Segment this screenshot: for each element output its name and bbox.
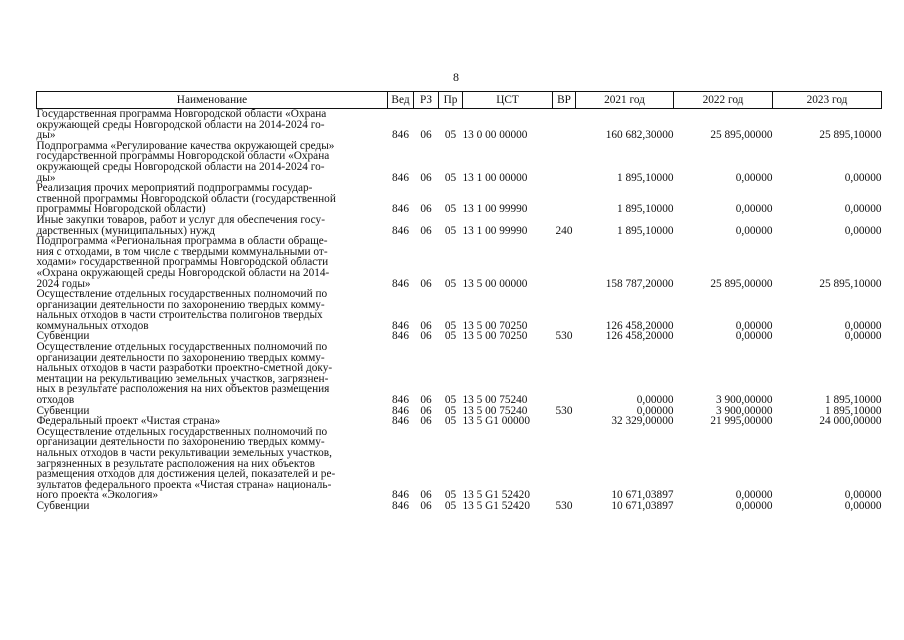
row-2023: 0,00000: [844, 203, 882, 216]
header-2021: 2021 год: [576, 92, 674, 109]
row-ved: 846: [392, 499, 409, 512]
row-2022: 0,00000: [735, 203, 773, 216]
header-name: Наименование: [37, 92, 388, 109]
row-name-line: программы Новгородской области): [36, 203, 206, 216]
table-row: [37, 236, 882, 289]
row-rz: 06: [420, 171, 432, 184]
row-vr: [553, 427, 576, 501]
row-name-line: коммунальных отходов: [36, 319, 149, 332]
row-name: [37, 342, 388, 406]
row-vr: [553, 416, 576, 427]
row-ved: 846: [392, 415, 409, 428]
table-header-row: [37, 92, 882, 109]
row-cst: 13 5 00 70250: [462, 330, 528, 343]
row-ved: 846: [392, 489, 409, 502]
row-name-line: размещения отходов для достижения целей, показателей и ре-: [36, 468, 336, 481]
row-rz: 06: [420, 203, 432, 216]
row-vr: [553, 236, 576, 289]
row-rz: 06: [420, 224, 432, 237]
row-vr: 530: [555, 404, 573, 417]
row-ved: 846: [392, 330, 409, 343]
row-ved: 846: [392, 404, 409, 417]
row-2022: 0,00000: [735, 489, 773, 502]
row-pr: 05: [444, 394, 457, 407]
row-pr: 05: [444, 224, 457, 237]
row-vr: 240: [555, 224, 573, 237]
row-name-line: ходами» государственной программы Новгородской области: [36, 256, 329, 269]
row-2022: 3 900,00000: [716, 394, 773, 407]
row-2021: 10 671,03897: [611, 489, 674, 502]
header-pr: Пр: [439, 92, 463, 109]
row-2023: 25 895,10000: [819, 129, 882, 142]
row-name: [37, 183, 388, 215]
row-name-line: Субвенции: [36, 499, 90, 512]
row-vr: [553, 183, 576, 215]
table-row: [37, 141, 882, 183]
table-row: [37, 427, 882, 501]
budget-table: [36, 91, 882, 512]
row-2021: 1 895,10000: [617, 171, 674, 184]
row-cst: 13 1 00 99990: [462, 224, 528, 237]
row-vr: [553, 289, 576, 331]
table-body: [37, 109, 882, 512]
row-rz: 06: [420, 489, 432, 502]
row-name-line: Субвенции: [36, 404, 90, 417]
row-name-line: Федеральный проект «Чистая страна»: [36, 415, 221, 428]
row-2022: 0,00000: [735, 171, 773, 184]
row-name: [37, 215, 388, 236]
row-cst: 13 1 00 00000: [462, 171, 528, 184]
row-name-line: Подпрограмма «Региональная программа в области обраще-: [36, 235, 328, 248]
row-vr: [553, 141, 576, 183]
table-row: [37, 501, 882, 512]
row-pr: 05: [444, 319, 457, 332]
row-2023: 0,00000: [844, 489, 882, 502]
row-name-line: Государственная программа Новгородской области «Охрана: [36, 108, 327, 120]
row-name-line: Осуществление отдельных государственных полномочий по: [36, 288, 328, 301]
row-2023: 0,00000: [844, 330, 882, 343]
row-name: [37, 236, 388, 289]
header-2022: 2022 год: [674, 92, 773, 109]
row-vr: [553, 109, 576, 141]
row-ved: 846: [392, 319, 409, 332]
row-name-line: «Охрана окружающей среды Новгородской области на 2014-: [36, 266, 330, 279]
row-name: [37, 501, 388, 512]
row-2022: 21 995,00000: [710, 415, 773, 428]
table-row: [37, 289, 882, 331]
row-2022: 0,00000: [735, 330, 773, 343]
row-2022: 0,00000: [735, 499, 773, 512]
row-cst: 13 5 00 75240: [462, 394, 528, 407]
row-name-line: организации деятельности по захоронению твердых комму-: [36, 436, 325, 449]
row-2023: 0,00000: [844, 499, 882, 512]
row-rz: 06: [420, 277, 432, 290]
row-vr: 530: [555, 499, 573, 512]
row-rz: 06: [420, 404, 432, 417]
row-ved: 846: [392, 129, 409, 142]
row-pr: 05: [444, 277, 457, 290]
row-2022: 0,00000: [735, 319, 773, 332]
row-pr: 05: [444, 203, 457, 216]
table-row: [37, 109, 882, 141]
header-ved: Вед: [388, 92, 414, 109]
row-name-line: нальных отходов в части рекультивации земельных участков,: [36, 447, 332, 459]
row-name-line: отходов: [36, 394, 75, 407]
row-name-line: Субвенции: [36, 330, 90, 343]
row-rz: 06: [420, 415, 432, 428]
header-rz: РЗ: [414, 92, 439, 109]
row-name-line: загрязненных в результате расположения на них объектов: [36, 457, 315, 470]
row-rz: 06: [420, 330, 432, 343]
row-pr: 05: [444, 404, 457, 417]
row-pr: 05: [444, 499, 457, 512]
row-name-line: ды»: [36, 129, 56, 142]
row-2023: 0,00000: [844, 171, 882, 184]
row-rz: 06: [420, 319, 432, 332]
row-2021: 126 458,20000: [605, 319, 674, 332]
row-name-line: Осуществление отдельных государственных полномочий по: [36, 425, 328, 438]
row-2022: 3 900,00000: [716, 404, 773, 417]
row-cst: 13 0 00 00000: [462, 129, 528, 142]
row-name-line: Иные закупки товаров, работ и услуг для обеспечения госу-: [36, 213, 325, 226]
header-vr: ВР: [553, 92, 576, 109]
table-row: [37, 183, 882, 215]
row-name-line: Реализация прочих мероприятий подпрограммы государ-: [36, 182, 313, 195]
row-name: [37, 109, 388, 141]
row-vr: [553, 342, 576, 406]
row-rz: 06: [420, 129, 432, 142]
row-rz: 06: [420, 394, 432, 407]
row-name-line: ственной программы Новгородской области (государственной: [36, 192, 336, 205]
row-name-line: ного проекта «Экология»: [36, 489, 159, 502]
row-2021: 32 329,00000: [611, 415, 674, 428]
row-vr: 530: [555, 330, 573, 343]
row-pr: 05: [444, 489, 457, 502]
table-row: [37, 215, 882, 236]
row-pr: 05: [444, 330, 457, 343]
row-name-line: окружающей среды Новгородской области на 2014-2024 го-: [36, 118, 325, 131]
row-2021: 1 895,10000: [617, 224, 674, 237]
row-cst: 13 5 G1 52420: [462, 489, 530, 502]
row-2021: 0,00000: [636, 394, 674, 407]
row-name-line: окружающей среды Новгородской области на 2014-2024 го-: [36, 160, 325, 173]
row-ved: 846: [392, 203, 409, 216]
row-name-line: зультатов федерального проекта «Чистая страна» националь-: [36, 478, 332, 491]
row-pr: 05: [444, 129, 457, 142]
row-2021: 160 682,30000: [605, 129, 674, 142]
row-2022: 0,00000: [735, 224, 773, 237]
row-ved: 846: [392, 394, 409, 407]
row-name-line: ментации на рекультивацию земельных участков, загрязнен-: [36, 372, 329, 385]
row-pr: 05: [444, 415, 457, 428]
row-name: [37, 289, 388, 331]
row-2023: 1 895,10000: [825, 394, 882, 407]
row-cst: 13 5 00 00000: [462, 277, 528, 290]
header-cst: ЦСТ: [463, 92, 553, 109]
row-pr: 05: [444, 171, 457, 184]
row-2021: 1 895,10000: [617, 203, 674, 216]
row-cst: 13 5 00 75240: [462, 404, 528, 417]
row-name-line: организации деятельности по захоронению твердых комму-: [36, 298, 325, 311]
row-2023: 0,00000: [844, 319, 882, 332]
row-name-line: 2024 годы»: [36, 277, 91, 290]
row-2022: 25 895,00000: [710, 277, 773, 290]
table-row: [37, 342, 882, 406]
row-name-line: нальных отходов в части строительства полигонов твердых: [36, 309, 323, 322]
row-cst: 13 5 G1 52420: [462, 499, 530, 512]
row-2023: 24 000,00000: [819, 415, 882, 428]
row-cst: 13 1 00 99990: [462, 203, 528, 216]
row-name-line: государственной программы Новгородской области «Охрана: [36, 150, 330, 163]
row-2023: 25 895,10000: [819, 277, 882, 290]
page-number: 8: [453, 70, 459, 84]
row-name-line: организации деятельности по захоронению твердых комму-: [36, 351, 325, 364]
row-rz: 06: [420, 499, 432, 512]
row-2023: 1 895,10000: [825, 404, 882, 417]
row-name-line: нальных отходов в части разработки проектно-сметной доку-: [36, 362, 333, 375]
row-name-line: Осуществление отдельных государственных полномочий по: [36, 341, 328, 354]
row-2021: 10 671,03897: [611, 499, 674, 512]
row-2021: 126 458,20000: [605, 330, 674, 343]
header-2023: 2023 год: [773, 92, 882, 109]
row-2022: 25 895,00000: [710, 129, 773, 142]
row-name-line: ных в результате расположения на них объектов размещения: [36, 383, 330, 396]
row-2021: 0,00000: [636, 404, 674, 417]
row-ved: 846: [392, 171, 409, 184]
row-2021: 158 787,20000: [605, 277, 674, 290]
row-name-line: ния с отходами, в том числе с твердыми коммунальными от-: [36, 245, 328, 258]
row-cst: 13 5 G1 00000: [462, 415, 530, 428]
row-name-line: дарственных (муниципальных) нужд: [36, 224, 215, 237]
row-cst: 13 5 00 70250: [462, 319, 528, 332]
row-2023: 0,00000: [844, 224, 882, 237]
row-name: [37, 427, 388, 501]
row-name-line: ды»: [36, 171, 56, 184]
row-ved: 846: [392, 224, 409, 237]
row-name: [37, 141, 388, 183]
row-name-line: Подпрограмма «Регулирование качества окружающей среды»: [36, 139, 335, 152]
row-ved: 846: [392, 277, 409, 290]
